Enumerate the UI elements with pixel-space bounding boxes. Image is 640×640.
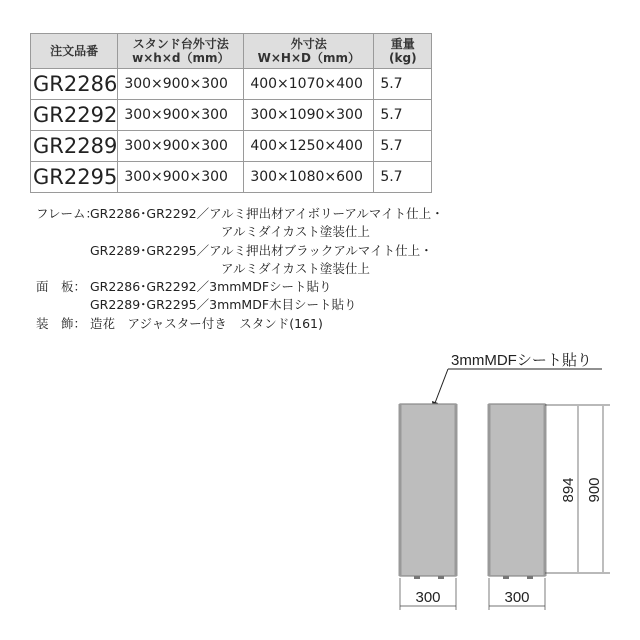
table-row [31, 100, 432, 131]
side-adjuster-right [527, 576, 533, 579]
stand-size: 300×900×300 [118, 100, 244, 131]
callout-label: 3mmMDFシート貼り [451, 352, 592, 369]
header-code: 注文品番 [31, 34, 118, 69]
decoration-line: 造花 アジャスター付き スタンド(161) [90, 315, 323, 331]
panel-line: GR2289･GR2295／3mmMDF木目シート貼り [90, 297, 357, 313]
product-code: GR2289 [31, 131, 118, 162]
weight: 5.7 [374, 131, 432, 162]
frame-note [36, 205, 444, 223]
decoration-label: 装 飾： [36, 315, 87, 331]
frame-line: アルミダイカスト塗装仕上 [221, 224, 370, 240]
stand-side-view [489, 404, 545, 576]
front-adjuster-left [414, 576, 420, 579]
dim-height-outer: 900 [586, 477, 603, 503]
frame-label: フレーム： [36, 206, 99, 221]
frame-line: アルミダイカスト塗装仕上 [221, 260, 370, 276]
header-outer-size: 外寸法 W×H×D（mm） [244, 34, 374, 69]
product-code: GR2286 [31, 69, 118, 100]
dim-width-side: 300 [504, 589, 530, 606]
weight: 5.7 [374, 69, 432, 100]
outer-size: 300×1090×300 [244, 100, 374, 131]
spec-table [30, 33, 432, 193]
product-code: GR2292 [31, 100, 118, 131]
side-adjuster-left [503, 576, 509, 579]
header-stand-size: スタンド台外寸法 w×h×d（mm） [118, 34, 244, 69]
product-code: GR2295 [31, 162, 118, 193]
stand-size: 300×900×300 [118, 69, 244, 100]
table-row [31, 131, 432, 162]
stand-front-view [400, 404, 456, 576]
panel-label: 面 板： [36, 279, 87, 295]
panel-line: GR2286･GR2292／3mmMDFシート貼り [90, 279, 332, 295]
frame-line: GR2286･GR2292／アルミ押出材アイボリーアルマイト仕上・ [90, 206, 444, 221]
outer-size: 400×1250×400 [244, 131, 374, 162]
panel-note [36, 278, 444, 296]
weight: 5.7 [374, 100, 432, 131]
outer-size: 400×1070×400 [244, 69, 374, 100]
header-weight: 重量 (kg) [374, 34, 432, 69]
callout-leader [435, 369, 448, 403]
outer-size: 300×1080×600 [244, 162, 374, 193]
dim-height-inner: 894 [560, 477, 577, 503]
table-header-row [31, 34, 432, 69]
spec-notes [36, 205, 444, 333]
frame-line: GR2289･GR2295／アルミ押出材ブラックアルマイト仕上・ [90, 242, 433, 258]
weight: 5.7 [374, 162, 432, 193]
dim-width-front: 300 [415, 589, 441, 606]
stand-dimension-diagram [380, 340, 630, 630]
decoration-note [36, 315, 444, 333]
stand-size: 300×900×300 [118, 131, 244, 162]
stand-size: 300×900×300 [118, 162, 244, 193]
table-row [31, 162, 432, 193]
front-adjuster-right [438, 576, 444, 579]
table-row [31, 69, 432, 100]
